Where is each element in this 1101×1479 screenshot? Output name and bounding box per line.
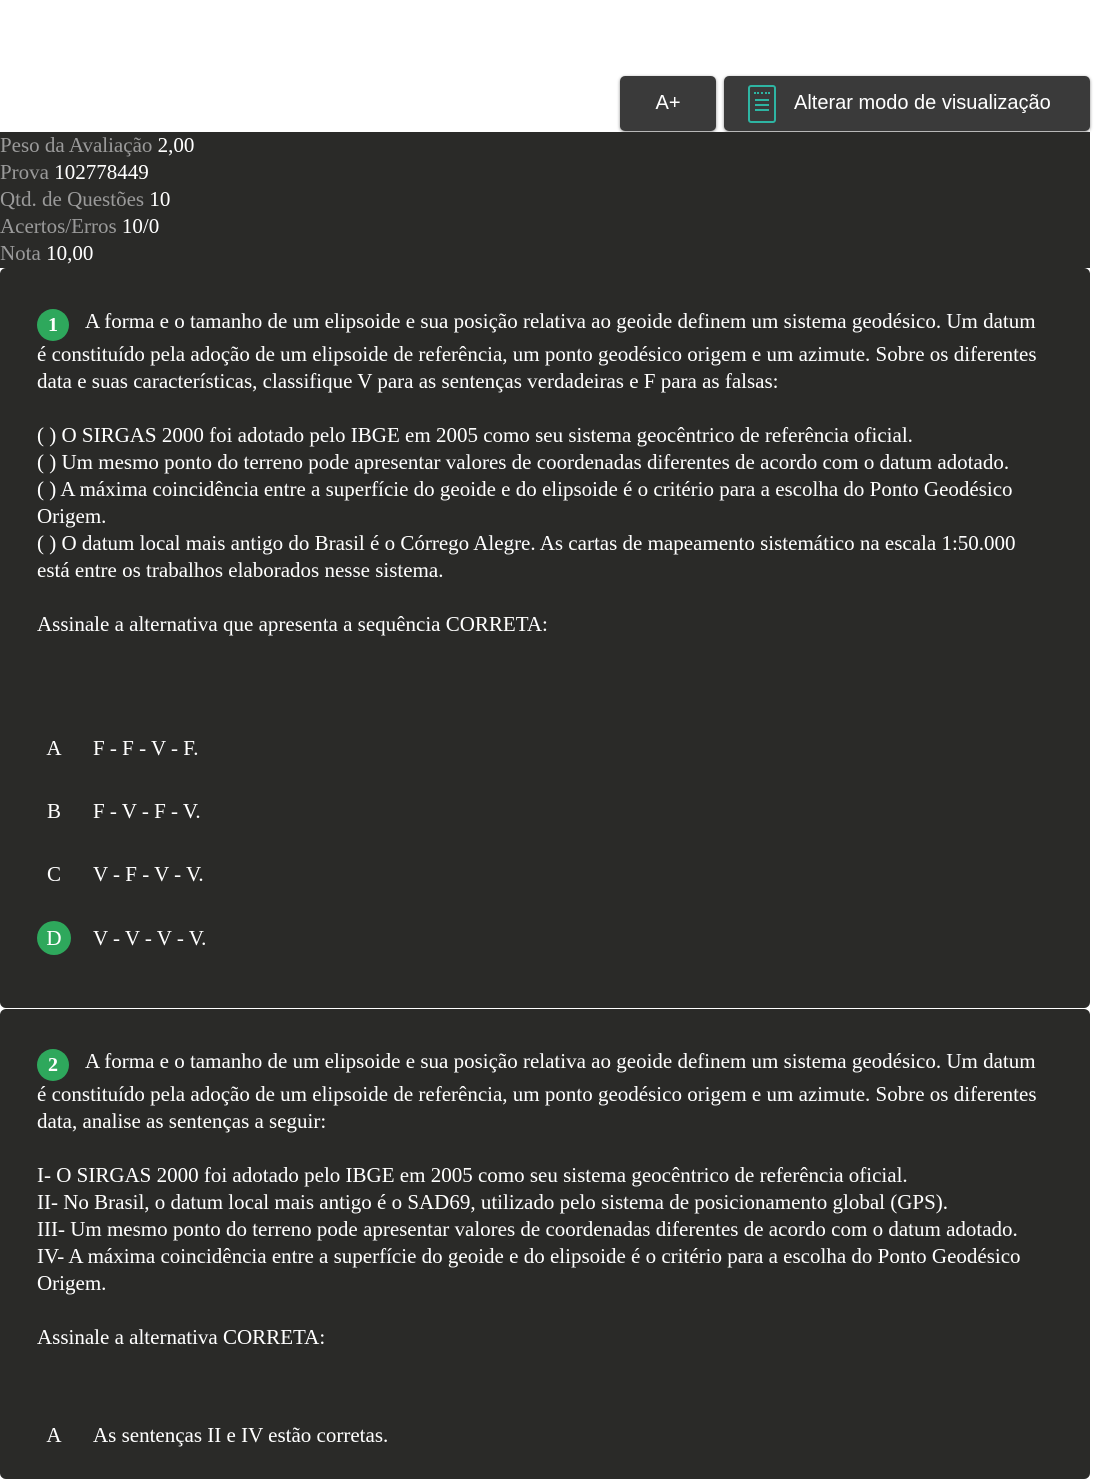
option-text: F - F - V - F. — [93, 735, 199, 760]
change-view-mode-label: Alterar modo de visualização — [794, 92, 1051, 114]
summary-hits-errors: Acertos/Erros 10/0 — [0, 214, 160, 238]
summary-weight: Peso da Avaliação 2,00 — [0, 133, 195, 157]
answer-option-d-selected[interactable] — [37, 921, 206, 955]
question-number-badge: 2 — [37, 1049, 69, 1081]
question-intro: A forma e o tamanho de um elipsoide e sua posição relativa ao geoide definem um sistema geodésico. Um datum é constituído pela adoção de um elipsoide de referência, um ponto geodésico origem e um azimute. Sobre os diferentes data, analise as sentenças a seguir: — [37, 1049, 1037, 1133]
font-size-label: A+ — [655, 92, 681, 114]
option-letter: A — [46, 735, 62, 760]
option-text: V - F - V - V. — [93, 861, 204, 886]
answer-option-b[interactable] — [37, 794, 201, 828]
statement: ( ) Um mesmo ponto do terreno pode apresentar valores de coordenadas diferentes de acordo com o datum adotado. — [37, 450, 1010, 474]
option-letter-selected: D — [37, 921, 71, 955]
option-letter: A — [46, 1422, 62, 1447]
statement: IV- A máxima coincidência entre a superfície do geoide e do elipsoide é o critério para a escolha do Ponto Geodésico Origem. — [37, 1244, 1021, 1295]
statement: ( ) O SIRGAS 2000 foi adotado pelo IBGE em 2005 como seu sistema geocêntrico de referência oficial. — [37, 423, 913, 447]
question-number-badge: 1 — [37, 309, 69, 341]
toolbar — [0, 0, 1101, 132]
option-letter: B — [46, 798, 61, 823]
question-body — [37, 308, 1044, 638]
change-view-mode-button[interactable] — [724, 76, 1090, 131]
question-card — [0, 268, 1090, 1008]
answer-option-c[interactable] — [37, 857, 204, 891]
option-text: As sentenças II e IV estão corretas. — [93, 1422, 389, 1447]
question-prompt: Assinale a alternativa CORRETA: — [37, 1325, 326, 1349]
exam-summary — [0, 132, 1090, 268]
summary-question-count: Qtd. de Questões 10 — [0, 187, 171, 211]
answer-option-a[interactable] — [37, 731, 199, 765]
option-text: V - V - V - V. — [93, 925, 207, 950]
summary-exam-id: Prova 102778449 — [0, 160, 149, 184]
font-size-button[interactable] — [620, 76, 716, 131]
option-letter: C — [46, 861, 61, 886]
question-prompt: Assinale a alternativa que apresenta a sequência CORRETA: — [37, 612, 548, 636]
question-intro: A forma e o tamanho de um elipsoide e sua posição relativa ao geoide definem um sistema geodésico. Um datum é constituído pela adoção de um elipsoide de referência, um ponto geodésico origem e um azimute. Sobre os diferentes data e suas características, classifique V para as sentenças verdadeiras e F para as falsas: — [37, 309, 1037, 393]
document-icon — [748, 85, 776, 123]
answer-option-a[interactable] — [37, 1418, 388, 1452]
question-body — [37, 1048, 1044, 1351]
statement: ( ) A máxima coincidência entre a superfície do geoide e do elipsoide é o critério para a escolha do Ponto Geodésico Origem. — [37, 477, 1013, 528]
statement: III- Um mesmo ponto do terreno pode apresentar valores de coordenadas diferentes de acordo com o datum adotado. — [37, 1217, 1018, 1241]
statement: ( ) O datum local mais antigo do Brasil é o Córrego Alegre. As cartas de mapeamento sistemático na escala 1:50.000 está entre os trabalhos elaborados nesse sistema. — [37, 531, 1016, 582]
statement: I- O SIRGAS 2000 foi adotado pelo IBGE em 2005 como seu sistema geocêntrico de referência oficial. — [37, 1163, 908, 1187]
summary-grade: Nota 10,00 — [0, 241, 94, 265]
statement: II- No Brasil, o datum local mais antigo é o SAD69, utilizado pelo sistema de posicionamento global (GPS). — [37, 1190, 949, 1214]
option-text: F - V - F - V. — [93, 798, 201, 823]
question-card — [0, 1009, 1090, 1479]
